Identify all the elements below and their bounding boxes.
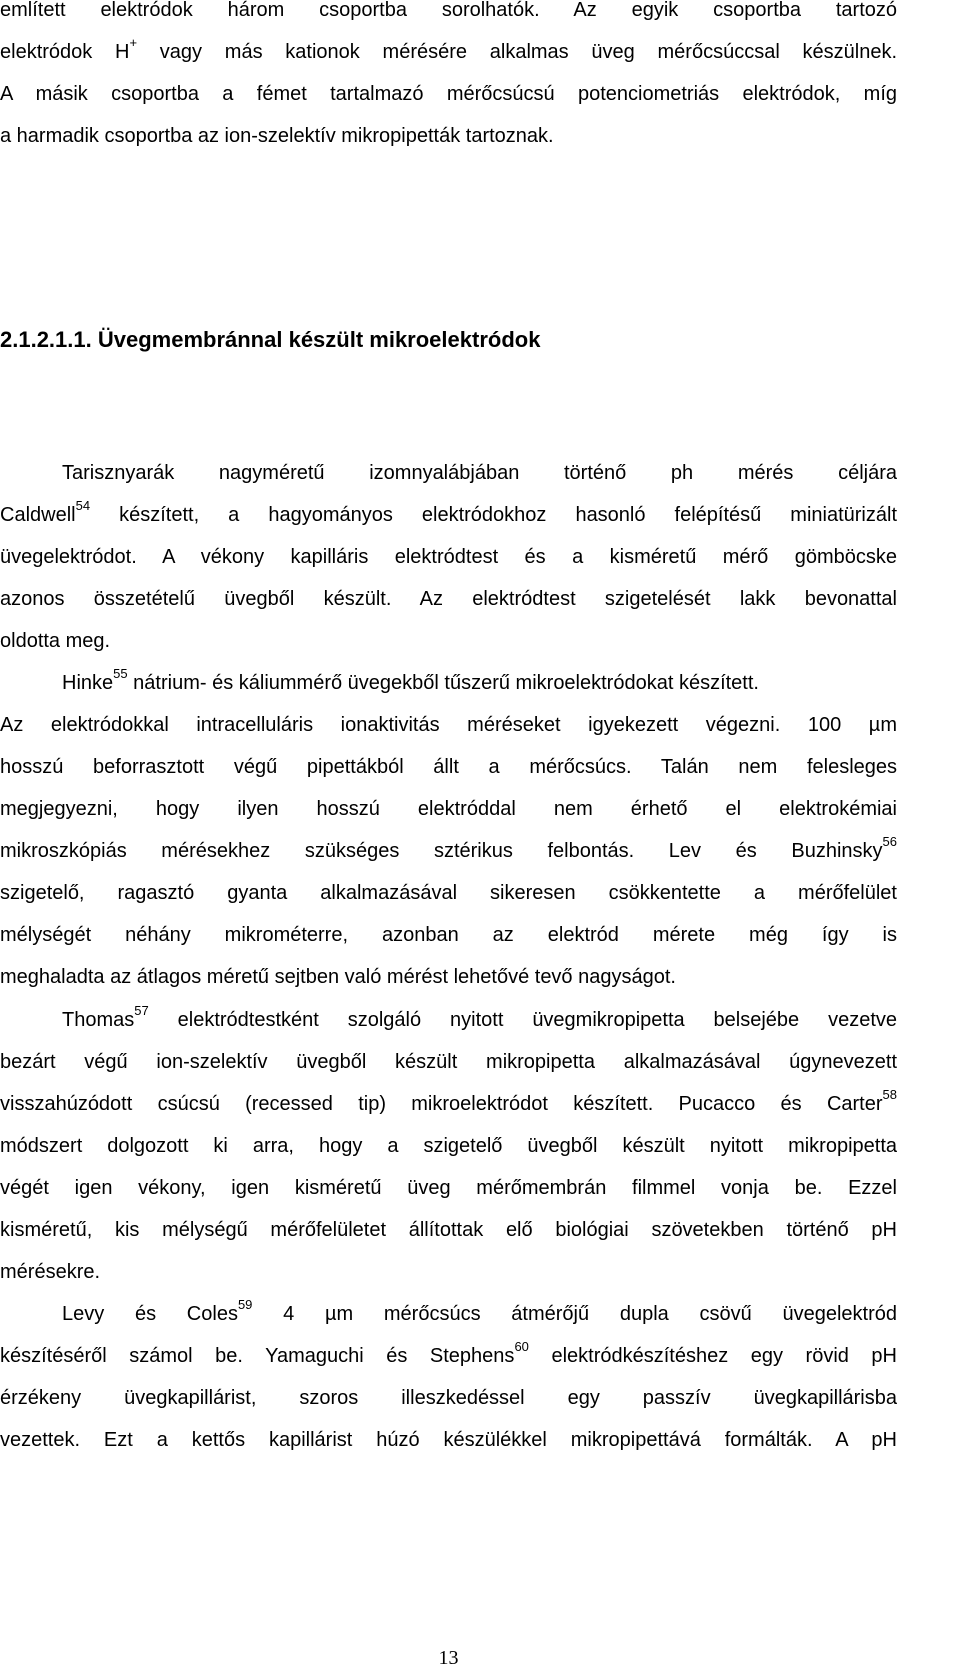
- text-line: módszert dolgozott ki arra, hogy a szigetelő üvegből készült nyitott mikropipetta: [0, 1135, 897, 1157]
- text-line: mérésekre.: [0, 1261, 101, 1283]
- superscript: +: [129, 35, 138, 51]
- footnote-ref: 60: [514, 1339, 529, 1355]
- footnote-ref: 54: [75, 498, 91, 514]
- text-line: említett elektródok három csoportba sorolhatók. Az egyik csoportba tartozó: [0, 0, 897, 21]
- text-fragment: vagy más kationok mérésére alkalmas üveg mérőcsúccsal készülnek.: [137, 41, 898, 63]
- text-line: üvegelektródot. A vékony kapilláris elektródtest és a kisméretű mérő gömböcske: [0, 546, 897, 568]
- text-line: [62, 1297, 897, 1328]
- text-line: végét igen vékony, igen kisméretű üveg mérőmembrán filmmel vonja be. Ezzel: [0, 1177, 897, 1199]
- text-line: Az elektródokkal intracelluláris ionaktivitás méréseket igyekezett végezni. 100 µm: [0, 714, 897, 736]
- text-fragment: Levy és Coles: [62, 1303, 238, 1325]
- text-fragment: elektródkészítéshez egy rövid pH: [528, 1345, 897, 1367]
- section-heading: 2.1.2.1.1. Üvegmembránnal készült mikroelektródok: [0, 327, 541, 352]
- text-fragment: Hinke: [62, 672, 114, 694]
- footnote-ref: 55: [113, 666, 128, 682]
- footnote-ref: 56: [882, 834, 897, 850]
- text-fragment: 4 µm mérőcsúcs átmérőjű dupla csövű üvegelektród: [252, 1303, 897, 1325]
- text-line: [0, 1087, 897, 1118]
- text-line: szigetelő, ragasztó gyanta alkalmazásával sikeresen csökkentette a mérőfelület: [0, 882, 897, 904]
- text-fragment: nátrium- és káliummérő üvegekből tűszerű mikroelektródokat készített.: [127, 672, 759, 694]
- text-fragment: Caldwell: [0, 504, 76, 526]
- text-line: azonos összetételű üvegből készült. Az elektródtest szigetelését lakk bevonattal: [0, 588, 897, 610]
- text-line: kisméretű, kis mélységű mérőfelületet állítottak elő biológiai szövetekben történő pH: [0, 1219, 897, 1241]
- footnote-ref: 58: [882, 1087, 897, 1103]
- text-line: mélységét néhány mikrométerre, azonban az elektród mérete még így is: [0, 924, 897, 946]
- text-line: [0, 1339, 897, 1370]
- footnote-ref: 59: [237, 1297, 253, 1313]
- text-fragment: készített, a hagyományos elektródokhoz hasonló felépítésű miniatürizált: [90, 504, 897, 526]
- text-line: bezárt végű ion-szelektív üvegből készült mikropipetta alkalmazásával úgynevezett: [0, 1051, 897, 1073]
- text-line: vezettek. Ezt a kettős kapillárist húzó készülékkel mikropipettává formálták. A pH: [0, 1429, 897, 1451]
- text-fragment: mikroszkópiás mérésekhez szükséges sztérikus felbontás. Lev és Buzhinsky: [0, 840, 883, 862]
- text-fragment: elektródtestként szolgáló nyitott üvegmikropipetta belsejébe vezetve: [148, 1009, 897, 1031]
- text-line: [0, 498, 897, 529]
- text-line: A másik csoportba a fémet tartalmazó mérőcsúcsú potenciometriás elektródok, míg: [0, 83, 897, 105]
- footnote-ref: 57: [134, 1003, 149, 1019]
- text-line: [0, 35, 898, 66]
- page-number: 13: [438, 1647, 459, 1669]
- text-line: [62, 1003, 897, 1034]
- text-line: meghaladta az átlagos méretű sejtben való mérést lehetővé tevő nagyságot.: [0, 966, 676, 988]
- text-line: [0, 834, 897, 865]
- text-fragment: elektródok H: [0, 41, 130, 63]
- text-fragment: készítéséről számol be. Yamaguchi és Stephens: [0, 1345, 515, 1367]
- text-line: Tarisznyarák nagyméretű izomnyalábjában történő ph mérés céljára: [62, 462, 897, 484]
- text-line: oldotta meg.: [0, 630, 111, 652]
- text-line: a harmadik csoportba az ion-szelektív mikropipetták tartoznak.: [0, 125, 554, 147]
- text-line: megjegyezni, hogy ilyen hosszú elektróddal nem érhető el elektrokémiai: [0, 798, 897, 820]
- text-fragment: visszahúzódott csúcsú (recessed tip) mikroelektródot készített. Pucacco és Carter: [0, 1093, 883, 1115]
- text-fragment: Thomas: [62, 1009, 135, 1031]
- text-line: hosszú beforrasztott végű pipettákból állt a mérőcsúcs. Talán nem felesleges: [0, 756, 897, 778]
- text-line: érzékeny üvegkapillárist, szoros illeszkedéssel egy passzív üvegkapillárisba: [0, 1387, 897, 1409]
- text-line: [62, 666, 897, 697]
